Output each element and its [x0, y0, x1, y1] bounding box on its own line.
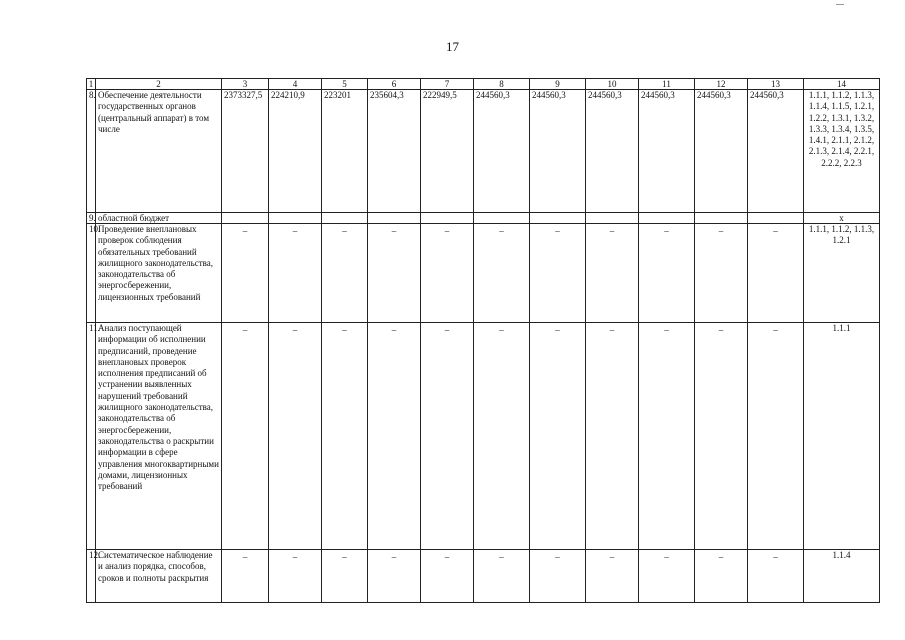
value-cell: – [222, 224, 269, 323]
value-cell [474, 213, 530, 224]
document-table [86, 78, 880, 603]
value-cell: – [639, 323, 695, 550]
value-cell: – [322, 224, 368, 323]
value-cell: – [421, 550, 474, 603]
value-cell: – [586, 323, 639, 550]
value-cell: – [748, 224, 804, 323]
header-cell: 12 [695, 79, 748, 90]
row-number: 8. [87, 90, 96, 213]
value-cell [748, 213, 804, 224]
page-number: 17 [446, 39, 459, 54]
value-cell [421, 213, 474, 224]
value-cell [586, 213, 639, 224]
value-cell: – [269, 323, 322, 550]
value-cell: – [269, 224, 322, 323]
header-cell: 13 [748, 79, 804, 90]
header-cell: 4 [269, 79, 322, 90]
value-cell: – [322, 550, 368, 603]
value-cell: – [368, 323, 421, 550]
value-cell: – [368, 224, 421, 323]
header-cell: 6 [368, 79, 421, 90]
table-row [87, 213, 880, 224]
corner-mark [836, 4, 844, 5]
value-cell [322, 213, 368, 224]
refs-cell: 1.1.4 [804, 550, 880, 603]
value-cell: 244560,3 [586, 90, 639, 213]
value-cell: – [474, 224, 530, 323]
table-row [87, 224, 880, 323]
value-cell: – [530, 323, 586, 550]
value-cell [639, 213, 695, 224]
value-cell: 235604,3 [368, 90, 421, 213]
row-name: областной бюджет [96, 213, 222, 224]
header-cell: 3 [222, 79, 269, 90]
value-cell: – [748, 550, 804, 603]
refs-cell: х [804, 213, 880, 224]
value-cell: 244560,3 [695, 90, 748, 213]
header-cell: 5 [322, 79, 368, 90]
row-number: 10. [87, 224, 96, 323]
value-cell: – [695, 224, 748, 323]
value-cell: – [748, 323, 804, 550]
header-row [87, 79, 880, 90]
refs-cell: 1.1.1, 1.1.2, 1.1.3, 1.2.1 [804, 224, 880, 323]
value-cell: 244560,3 [530, 90, 586, 213]
row-number: 12. [87, 550, 96, 603]
row-number: 9. [87, 213, 96, 224]
value-cell: 244560,3 [474, 90, 530, 213]
row-number: 11. [87, 323, 96, 550]
value-cell: 222949,5 [421, 90, 474, 213]
value-cell: 244560,3 [639, 90, 695, 213]
refs-cell: 1.1.1, 1.1.2, 1.1.3, 1.1.4, 1.1.5, 1.2.1, 1.2.2, 1.3.1, 1.3.2, 1.3.3, 1.3.4, 1.3.5, 1.4.1, 2.1.1, 2.1.2, 2.1.3, 2.1.4, 2.2.1, 2.2.2, 2.2.3 [804, 90, 880, 213]
value-cell [530, 213, 586, 224]
table-row [87, 550, 880, 603]
table-row [87, 90, 880, 213]
value-cell: – [222, 550, 269, 603]
value-cell: 224210,9 [269, 90, 322, 213]
value-cell: – [530, 550, 586, 603]
value-cell: – [639, 224, 695, 323]
header-cell: 14 [804, 79, 880, 90]
value-cell: – [322, 323, 368, 550]
refs-cell: 1.1.1 [804, 323, 880, 550]
value-cell: – [695, 550, 748, 603]
value-cell: – [222, 323, 269, 550]
value-cell: – [474, 323, 530, 550]
row-name: Анализ поступающей информации об исполнении предписаний, проведение внеплановых проверок исполнения предписаний об устранении выявленных нарушений требований жилищного законодательства, законодательства об энергосбережении, законодательства о раскрытии информации в сфере управления многоквартирными домами, лицензионных требований [96, 323, 222, 550]
header-cell: 8 [474, 79, 530, 90]
value-cell: 244560,3 [748, 90, 804, 213]
value-cell: – [421, 224, 474, 323]
header-cell: 11 [639, 79, 695, 90]
header-cell: 2 [96, 79, 222, 90]
value-cell: – [639, 550, 695, 603]
value-cell: – [368, 550, 421, 603]
value-cell: – [586, 550, 639, 603]
header-cell: 1 [87, 79, 96, 90]
table-row [87, 323, 880, 550]
value-cell: – [474, 550, 530, 603]
value-cell [368, 213, 421, 224]
header-cell: 10 [586, 79, 639, 90]
value-cell [695, 213, 748, 224]
value-cell: – [586, 224, 639, 323]
value-cell: – [530, 224, 586, 323]
value-cell: 223201 [322, 90, 368, 213]
value-cell: 2373327,5 [222, 90, 269, 213]
row-name: Обеспечение деятельности государственных органов (центральный аппарат) в том числе [96, 90, 222, 213]
value-cell [222, 213, 269, 224]
value-cell: – [695, 323, 748, 550]
value-cell [269, 213, 322, 224]
row-name: Проведение внеплановых проверок соблюдения обязательных требований жилищного законодательства, законодательства об энергосбережении, лицензионных требований [96, 224, 222, 323]
header-cell: 9 [530, 79, 586, 90]
row-name: Систематическое наблюдение и анализ порядка, способов, сроков и полноты раскрытия [96, 550, 222, 603]
value-cell: – [421, 323, 474, 550]
value-cell: – [269, 550, 322, 603]
header-cell: 7 [421, 79, 474, 90]
